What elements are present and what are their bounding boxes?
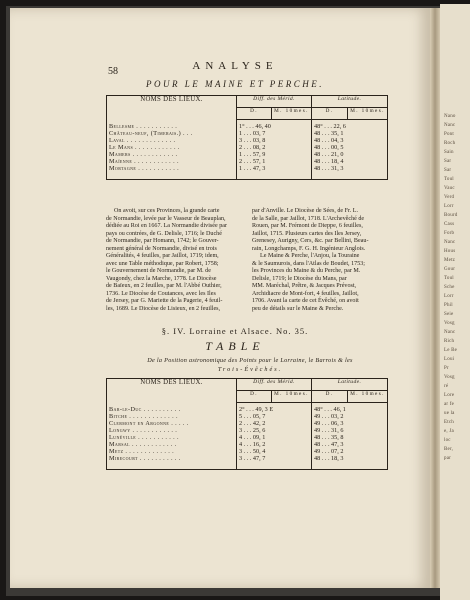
place-name: Clermont en Argonne . . . . . xyxy=(109,420,189,427)
place-name: Bellesme . . . . . . . . . . . xyxy=(109,122,178,130)
facing-page-text-fragment: Phil xyxy=(444,303,453,308)
facing-page-fragment xyxy=(440,4,470,600)
facing-page-text-fragment: Sar xyxy=(444,168,452,173)
facing-page-text-fragment: ue la xyxy=(444,411,455,416)
table-header-lat: Latitude. xyxy=(312,379,388,391)
table-header-diff: Diff. des Mérid. xyxy=(237,379,312,391)
table-row xyxy=(107,434,388,441)
latitude-value: 48 . . . 21, 0 xyxy=(312,151,388,158)
table-header-diff: Diff. des Mérid. xyxy=(237,96,312,108)
facing-page-text-fragment: Le Be xyxy=(444,348,458,353)
table-subtitle xyxy=(100,356,400,374)
table-row xyxy=(107,130,388,137)
facing-page-text-fragment: Forb xyxy=(444,231,455,236)
facing-page-text-fragment: ré xyxy=(444,384,449,389)
facing-page-text-fragment: Nano xyxy=(444,114,456,119)
table-row xyxy=(107,455,388,462)
unit-minutes: M. 10mes. xyxy=(272,108,312,120)
book-gutter xyxy=(430,8,440,588)
table-header-names: NOMS DES LIEUX. xyxy=(140,379,203,386)
table-row xyxy=(107,144,388,151)
text-line: Généralités, 4 feuilles, par Jaillot, 1719; idem, xyxy=(106,253,219,259)
table-row xyxy=(107,120,388,131)
meridian-difference: 5 . . . 05, 7 xyxy=(237,413,312,420)
latitude-value: 48 . . . 35, 8 xyxy=(312,434,388,441)
table-row xyxy=(107,420,388,427)
latitude-value: 49 . . . 31, 6 xyxy=(312,427,388,434)
facing-page-text-fragment: Roch xyxy=(444,141,456,146)
table-subtitle-line-2: Trois-Évêchés. xyxy=(217,366,283,373)
text-line: dédiée au Roi en 1667. La Normandie divisée par xyxy=(106,223,227,229)
place-name: Metz . . . . . . . . . . . . . xyxy=(109,448,175,455)
table-row xyxy=(107,427,388,434)
page-number: 58 xyxy=(108,66,118,77)
latitude-value: 48 . . . 47, 3 xyxy=(312,441,388,448)
table-row xyxy=(107,137,388,144)
facing-page-text-fragment: Sar xyxy=(444,159,452,164)
unit-degrees: D. xyxy=(237,391,272,403)
text-line: Rouen, par M. Frémont de Dieppe, 6 feuilles, xyxy=(252,223,363,229)
table-row xyxy=(107,165,388,172)
facing-page-text-fragment: Vauc xyxy=(444,186,455,191)
unit-degrees: D. xyxy=(312,108,348,120)
facing-page-text-fragment: Pr xyxy=(444,366,449,371)
text-line: 1736. Le Diocèse de Coutances, avec les Iles xyxy=(106,290,216,297)
unit-degrees: D. xyxy=(312,391,348,403)
coordinates-table-maine xyxy=(106,95,388,180)
place-name: Le Mans . . . . . . . . . . . . xyxy=(109,144,180,151)
meridian-difference: 3 . . . 47, 7 xyxy=(237,455,312,462)
latitude-value: 49 . . . 06, 3 xyxy=(312,420,388,427)
place-name: Mirecourt . . . . . . . . . . . xyxy=(109,455,181,462)
right-text-column xyxy=(252,208,389,313)
unit-minutes: M. 10mes. xyxy=(348,391,388,403)
unit-minutes: M. 10mes. xyxy=(348,108,388,120)
text-line: par d'Anville. Le Diocèse de Sées, de Fr. L. xyxy=(252,208,359,214)
text-line: de la Salle, par Jaillot, 1718. L'Archevêché de xyxy=(252,215,365,222)
facing-page-text-fragment: Bourd xyxy=(444,213,458,218)
meridian-difference: 1 . . . 47, 3 xyxy=(237,165,312,172)
facing-page-text-fragment: Nanc xyxy=(444,330,456,335)
table-header-names: NOMS DES LIEUX. xyxy=(140,96,203,103)
facing-page-text-fragment: par xyxy=(444,456,451,461)
table-title: TABLE xyxy=(205,339,265,353)
latitude-value: 48 . . . 04, 3 xyxy=(312,137,388,144)
text-line: de Normandie, levée par le Vasseur de Beauplan, xyxy=(106,215,226,222)
text-line: le Gouvernement de Normandie, par M. de xyxy=(106,268,211,274)
facing-page-text-fragment: Cass xyxy=(444,222,455,227)
facing-page-text-fragment: Loui xyxy=(444,357,455,362)
text-line: peu de détails sur le Maine & Perche. xyxy=(252,305,344,312)
table-header-lat: Latitude. xyxy=(312,96,388,108)
facing-page-text-fragment: Lore xyxy=(444,393,455,398)
text-line: de Jersey, par G. Mariette de la Pagerie, 4 feuil- xyxy=(106,298,223,304)
table-row xyxy=(107,403,388,414)
latitude-value: 48° . . . 22, 6 xyxy=(312,120,388,131)
meridian-difference: 1 . . . 03, 7 xyxy=(237,130,312,137)
facing-page-text-fragment: loc xyxy=(444,438,451,443)
meridian-difference: 4 . . . 09, 1 xyxy=(237,434,312,441)
section-header: POUR LE MAINE ET PERCHE. xyxy=(145,79,325,89)
place-name: Bar-le-Duc . . . . . . . . . . xyxy=(109,405,181,413)
table-row xyxy=(107,448,388,455)
meridian-difference: 3 . . . 25, 6 xyxy=(237,427,312,434)
place-name: Mortagne . . . . . . . . . . . xyxy=(109,165,180,172)
facing-page-text-fragment: Rich xyxy=(444,339,455,344)
facing-page-text-fragment: Seie xyxy=(444,312,454,317)
text-line: Delisle, 1719; le Diocèse du Mans, par xyxy=(252,275,347,282)
place-name: Mamers . . . . . . . . . . . . xyxy=(109,151,178,158)
text-line: MM. Maréchal, Prêtre, & Jacques Prévost, xyxy=(252,283,357,289)
latitude-value: 48° . . . 46, 1 xyxy=(312,403,388,414)
text-line: Vaugondy, chez la Marche, 1778. Le Diocèse xyxy=(106,275,217,282)
latitude-value: 48 . . . 18, 3 xyxy=(312,455,388,462)
meridian-difference: 2° . . . 49, 3 E xyxy=(237,403,312,414)
place-name: Maïenne . . . . . . . . . . . . xyxy=(109,158,179,165)
latitude-value: 48 . . . 00, 5 xyxy=(312,144,388,151)
facing-page-text-fragment: e, Ja xyxy=(444,429,454,434)
latitude-value: 48 . . . 31, 3 xyxy=(312,165,388,172)
place-name: Laval . . . . . . . . . . . . . xyxy=(109,137,176,144)
table-row xyxy=(107,413,388,420)
table-subtitle-line-1: De la Position astronomique des Points pour le Lorraine, le Barrois & les xyxy=(147,357,353,364)
facing-page-text-fragment: Vosg xyxy=(444,375,455,380)
text-line: & le Saumurois, dans l'Atlas de Boudet, 1753; xyxy=(252,260,365,267)
facing-page-text-fragment: Etch xyxy=(444,420,454,425)
text-line: de Baïeux, en 2 feuilles, par M. l'Abbé Outhier, xyxy=(106,283,222,289)
latitude-value: 49 . . . 03, 2 xyxy=(312,413,388,420)
text-line: On avoit, sur ces Provinces, la grande carte xyxy=(114,208,220,214)
left-text-column xyxy=(106,208,243,313)
place-name: Bitche . . . . . . . . . . . . . xyxy=(109,413,178,420)
table-row xyxy=(107,151,388,158)
meridian-difference: 2 . . . 42, 2 xyxy=(237,420,312,427)
facing-page-text-fragment: Hous xyxy=(444,249,456,254)
table-row xyxy=(107,158,388,165)
facing-page-text-fragment: Lorr xyxy=(444,294,454,299)
text-line: avec une Table méthodique, par Robert, 1758; xyxy=(106,260,219,267)
table-padding-row xyxy=(107,462,388,470)
facing-page-text-fragment: Ber, xyxy=(444,447,454,452)
text-line: Jaillot, 1715. Plusieurs cartes des Iles Jersey, xyxy=(252,230,362,237)
section-title: §. IV. Lorraine et Alsace. No. 35. xyxy=(161,326,309,336)
meridian-difference: 2 . . . 08, 2 xyxy=(237,144,312,151)
running-title: ANALYSE xyxy=(192,60,278,72)
text-line: Grenesey, Aurigny, Cers, &c. par Bellini, Beau- xyxy=(252,238,369,244)
meridian-difference: 3 . . . 03, 8 xyxy=(237,137,312,144)
facing-page-text-fragment: Sche xyxy=(444,285,455,290)
meridian-difference: 3 . . . 50, 4 xyxy=(237,448,312,455)
text-line: les Provinces du Maine & du Perche, par M. xyxy=(252,268,361,274)
coordinates-table-lorraine xyxy=(106,378,388,470)
facing-page-text-fragment: Verd xyxy=(444,195,455,200)
facing-page-text-fragment: Metz xyxy=(444,258,456,263)
facing-page-text-fragment: ar fe xyxy=(444,402,455,407)
meridian-difference: 1° . . . 46, 40 xyxy=(237,120,312,131)
place-name: Lunéville . . . . . . . . . . . xyxy=(109,434,179,441)
text-line: Archidiacre de Mont-fort, 4 feuilles, Jaillot, xyxy=(252,290,359,297)
text-line: nement général de Normandie, divisé en trois xyxy=(106,245,217,252)
meridian-difference: 1 . . . 57, 9 xyxy=(237,151,312,158)
unit-minutes: M. 10mes. xyxy=(272,391,312,403)
place-name: Château-neuf, (Timerais.) . . . xyxy=(109,130,193,137)
text-line: les, 1689. Le Diocèse de Lisieux, en 2 feuilles, xyxy=(106,305,221,312)
text-line: 1706. Avant la carte de cet Évêché, on avoit xyxy=(252,298,359,304)
meridian-difference: 4 . . . 16, 2 xyxy=(237,441,312,448)
facing-page-text-fragment: Gour xyxy=(444,267,456,272)
table-row xyxy=(107,441,388,448)
facing-page-text-fragment: Sain xyxy=(444,150,454,155)
unit-degrees: D. xyxy=(237,108,272,120)
facing-page-text-fragment: Pont xyxy=(444,132,454,137)
facing-page-text-fragment: Nanc xyxy=(444,240,456,245)
facing-page-text-fragment: Toul xyxy=(444,177,454,182)
text-line: pays ou contrées, de G. Delisle, 1716; le Duché xyxy=(106,230,222,237)
text-line: rain, Longchamps, F. G. H. Ingénieur Anglois. xyxy=(252,245,366,252)
latitude-value: 48 . . . 35, 1 xyxy=(312,130,388,137)
facing-page-text-fragment: Toul xyxy=(444,276,454,281)
place-name: Longwy . . . . . . . . . . . . xyxy=(109,427,178,434)
text-line: de Normandie, par Homann, 1742; le Gouver- xyxy=(106,238,219,244)
latitude-value: 48 . . . 18, 4 xyxy=(312,158,388,165)
meridian-difference: 2 . . . 57, 1 xyxy=(237,158,312,165)
facing-page-text-fragment: Lorr xyxy=(444,204,454,209)
table-padding-row xyxy=(107,172,388,180)
facing-page-text-fragment: Nanc xyxy=(444,123,456,128)
place-name: Marsal . . . . . . . . . . . . xyxy=(109,441,177,448)
latitude-value: 49 . . . 07, 2 xyxy=(312,448,388,455)
facing-page-text-fragment: Vosg xyxy=(444,321,455,326)
text-line: Le Maine & Perche, l'Anjou, la Touraine xyxy=(260,253,360,259)
